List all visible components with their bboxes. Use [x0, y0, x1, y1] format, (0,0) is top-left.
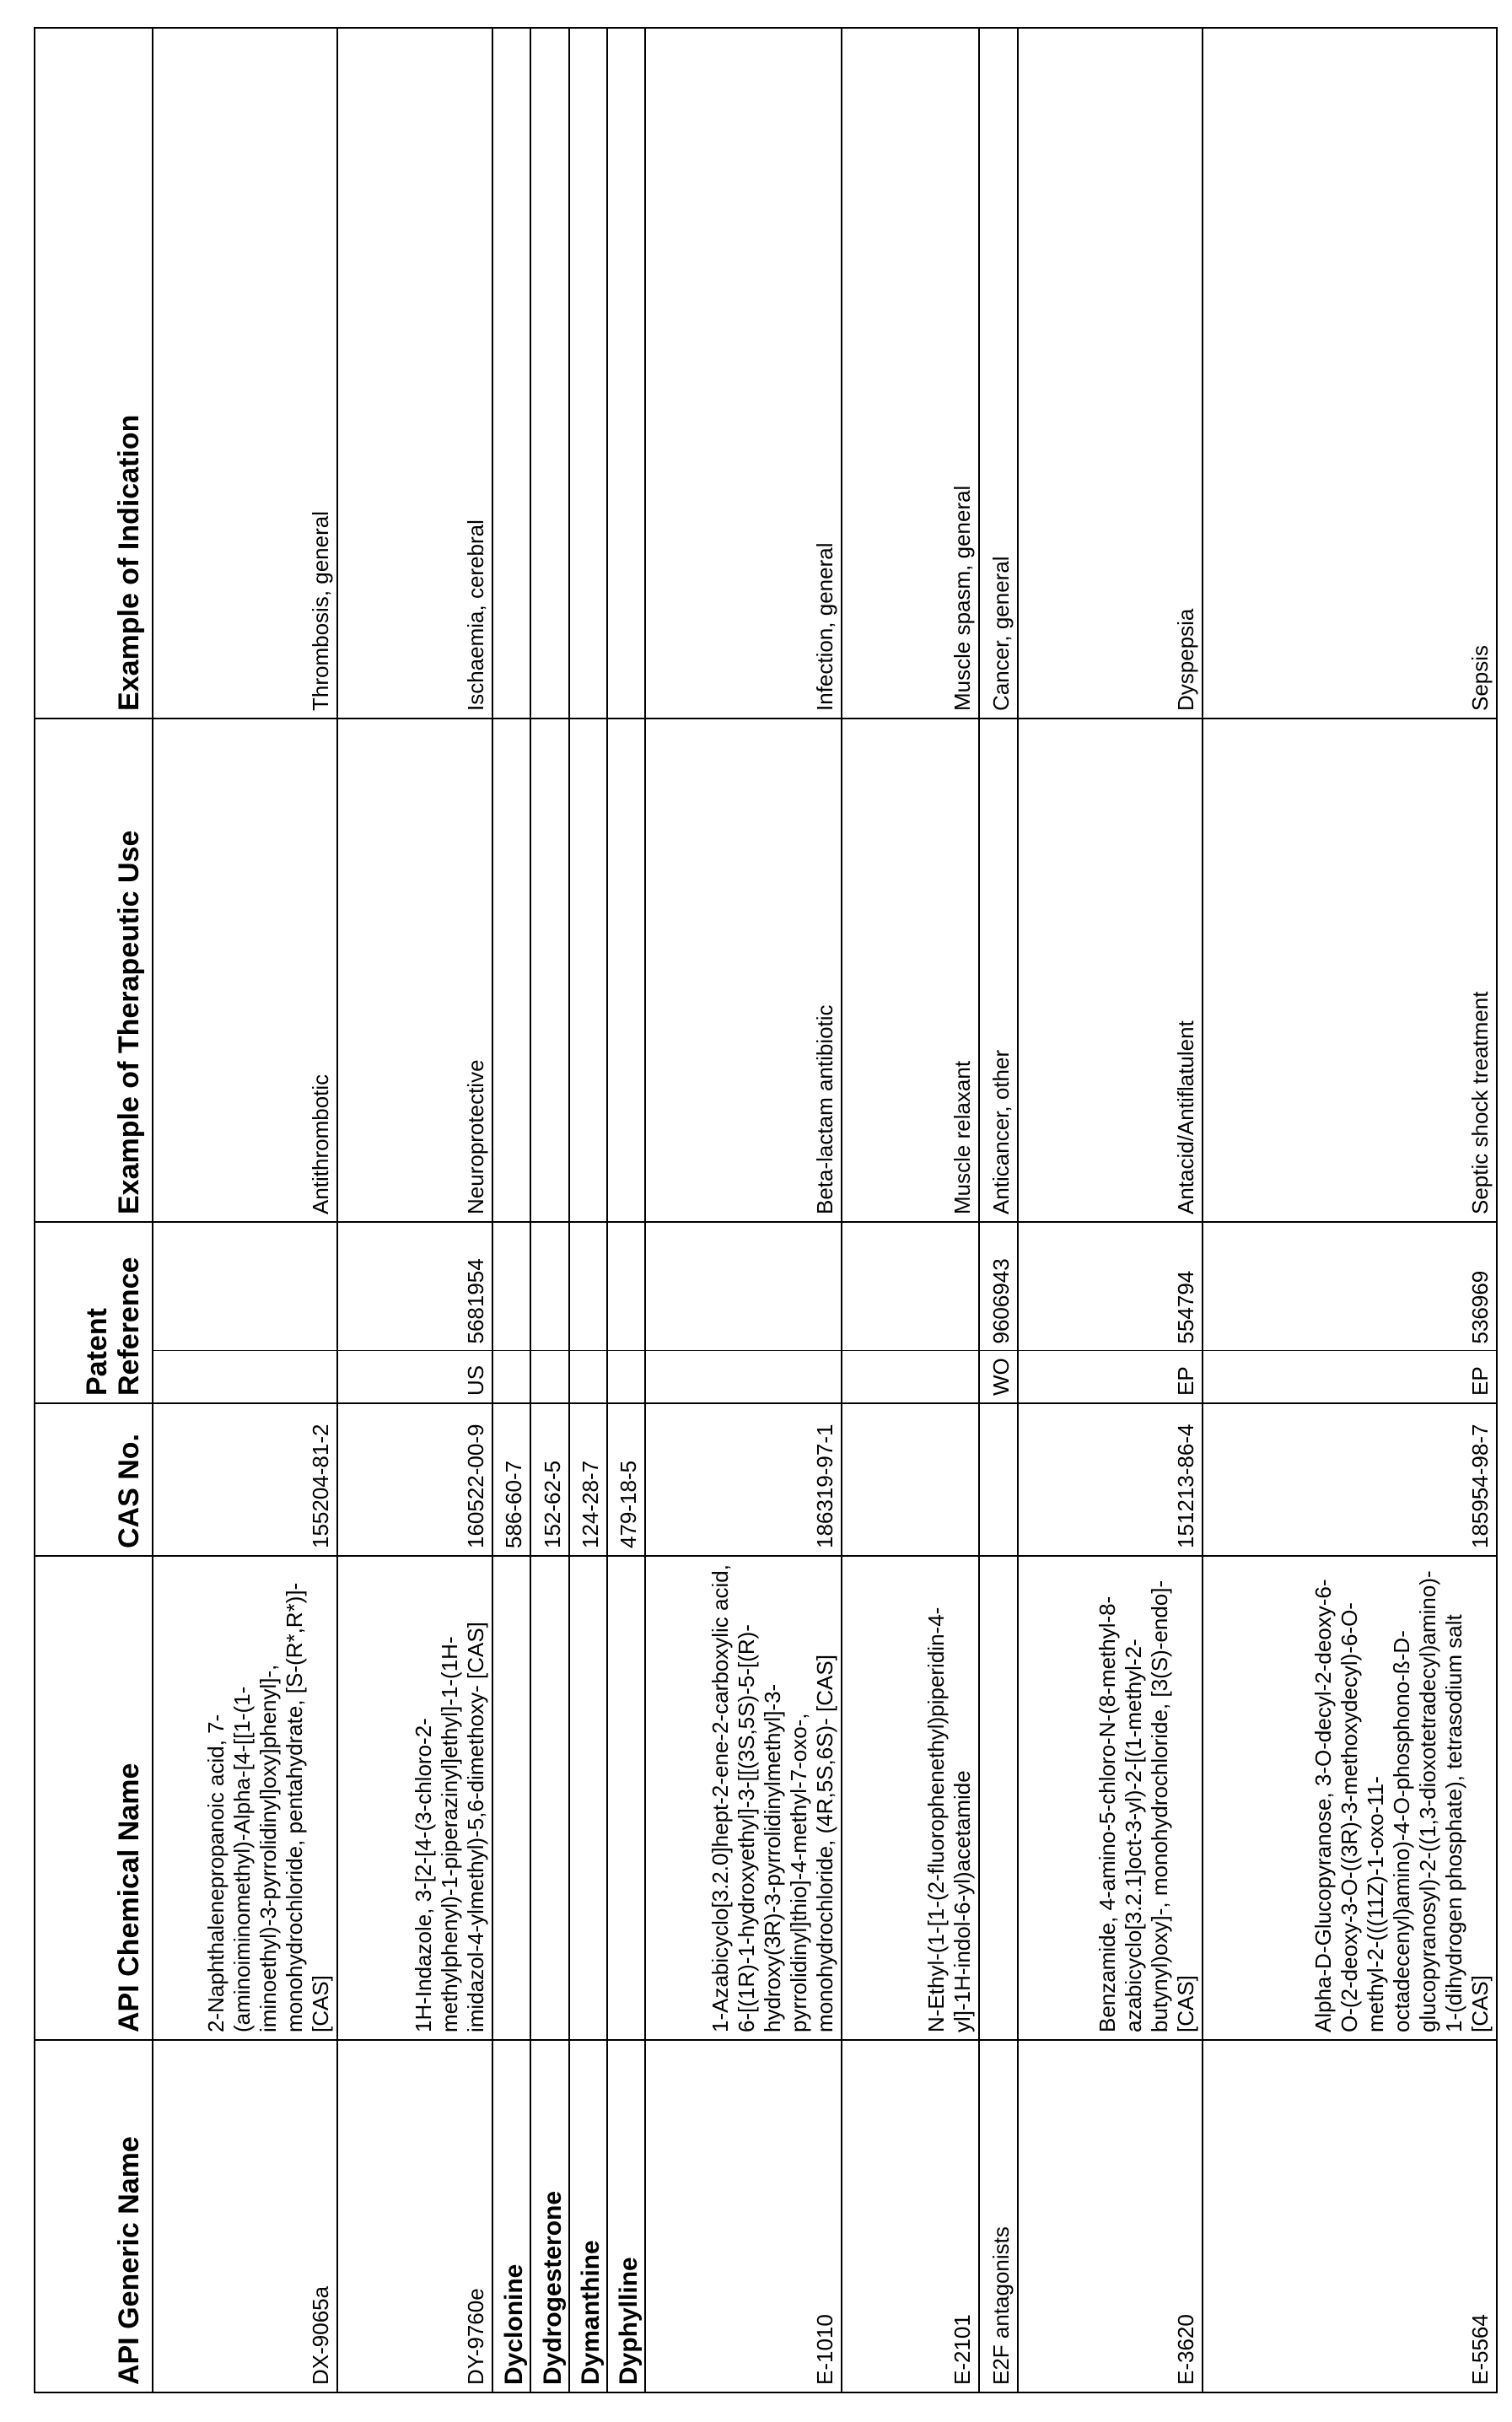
cell-generic-name: E-3620: [1018, 2040, 1203, 2392]
cell-therapeutic-use: Beta-lactam antibiotic: [645, 719, 842, 1222]
cell-cas-no: 155204-81-2: [153, 1403, 337, 1556]
cell-patent-number: [153, 1222, 337, 1351]
cell-patent-type: [569, 1351, 607, 1403]
cell-patent-number: [492, 1222, 530, 1351]
cell-chemical-name: 2-Naphthalenepropanoic acid, 7-(aminoiminomethyl)-Alpha-[4-[[1-(1-iminoethyl)-3-pyrrolidinyl]oxy]phenyl]-, monohydrochloride, pentahydrate, [S-(R*,R*)]- [CAS]: [153, 1556, 337, 2040]
cell-indication: [530, 28, 568, 719]
cell-therapeutic-use: Muscle relaxant: [842, 719, 979, 1222]
cell-indication: [607, 28, 645, 719]
cell-cas-no: 152-62-5: [530, 1403, 568, 1556]
header-chemical-name: API Chemical Name: [35, 1556, 153, 2040]
header-indication: Example of Indication: [35, 28, 153, 719]
table-row: [1203, 28, 1497, 2392]
cell-patent-number: [842, 1222, 979, 1351]
header-patent-reference: Patent Reference: [35, 1222, 153, 1403]
cell-generic-name: Dyclonine: [492, 2040, 530, 2392]
cell-patent-type: WO: [979, 1351, 1017, 1403]
cell-patent-number: 5681954: [337, 1222, 492, 1351]
table-row: [337, 28, 492, 2392]
cell-patent-type: [153, 1351, 337, 1403]
cell-cas-no: 124-28-7: [569, 1403, 607, 1556]
cell-indication: Thrombosis, general: [153, 28, 337, 719]
cell-therapeutic-use: [492, 719, 530, 1222]
cell-generic-name: Dydrogesterone: [530, 2040, 568, 2392]
cell-chemical-name: 1H-Indazole, 3-[2-[4-(3-chloro-2-methylphenyl)-1-piperazinyl]ethyl]-1-(1H-imidazol-4-ylmethyl)-5,6-dimethoxy- [CAS]: [337, 1556, 492, 2040]
cell-patent-type: [645, 1351, 842, 1403]
header-cas-no: CAS No.: [35, 1403, 153, 1556]
cell-generic-name: E-2101: [842, 2040, 979, 2392]
table-row: [569, 28, 607, 2392]
cell-generic-name: DX-9065a: [153, 2040, 337, 2392]
cell-generic-name: E-5564: [1203, 2040, 1497, 2392]
header-therapeutic-use: Example of Therapeutic Use: [35, 719, 153, 1222]
table-row: [607, 28, 645, 2392]
table-row: [153, 28, 337, 2392]
cell-therapeutic-use: Anticancer, other: [979, 719, 1017, 1222]
cell-patent-number: [645, 1222, 842, 1351]
cell-indication: Muscle spasm, general: [842, 28, 979, 719]
cell-cas-no: [979, 1403, 1017, 1556]
cell-cas-no: 160522-00-9: [337, 1403, 492, 1556]
cell-patent-type: EP: [1018, 1351, 1203, 1403]
cell-chemical-name: [607, 1556, 645, 2040]
cell-patent-type: [842, 1351, 979, 1403]
cell-indication: Cancer, general: [979, 28, 1017, 719]
cell-chemical-name: [569, 1556, 607, 2040]
cell-generic-name: Dyphylline: [607, 2040, 645, 2392]
table-row: [645, 28, 842, 2392]
cell-patent-number: 554794: [1018, 1222, 1203, 1351]
cell-cas-no: 586-60-7: [492, 1403, 530, 1556]
cell-cas-no: 479-18-5: [607, 1403, 645, 1556]
header-row: [35, 28, 153, 2392]
cell-therapeutic-use: Septic shock treatment: [1203, 719, 1497, 1222]
table-row: [979, 28, 1017, 2392]
table-row: [492, 28, 530, 2392]
cell-chemical-name: [979, 1556, 1017, 2040]
cell-indication: [492, 28, 530, 719]
cell-chemical-name: [492, 1556, 530, 2040]
table-body: [153, 28, 1497, 2392]
cell-chemical-name: Benzamide, 4-amino-5-chloro-N-(8-methyl-8-azabicyclo[3.2.1]oct-3-yl)-2-[(1-methyl-2-butynyl)oxy]-, monohydrochloride, [3(S)-endo]- [CAS]: [1018, 1556, 1203, 2040]
cell-patent-number: [607, 1222, 645, 1351]
table-row: [530, 28, 568, 2392]
cell-cas-no: 151213-86-4: [1018, 1403, 1203, 1556]
cell-patent-type: [530, 1351, 568, 1403]
cell-generic-name: Dymanthine: [569, 2040, 607, 2392]
cell-indication: Sepsis: [1203, 28, 1497, 719]
cell-patent-type: [492, 1351, 530, 1403]
cell-generic-name: DY-9760e: [337, 2040, 492, 2392]
cell-chemical-name: N-Ethyl-(1-[1-(2-fluorophenethyl)piperidin-4-yl]-1H-indol-6-yl)acetamide: [842, 1556, 979, 2040]
cell-patent-number: 536969: [1203, 1222, 1497, 1351]
header-generic-name: API Generic Name: [35, 2040, 153, 2392]
rotated-table-container: [34, 29, 1498, 2393]
cell-cas-no: [842, 1403, 979, 1556]
cell-therapeutic-use: Antacid/Antiflatulent: [1018, 719, 1203, 1222]
cell-patent-number: [569, 1222, 607, 1351]
cell-chemical-name: Alpha-D-Glucopyranose, 3-O-decyl-2-deoxy-6-O-(2-deoxy-3-O-((3R)-3-methoxydecyl)-6-O-methyl-2-(((11Z)-1-oxo-11-octadecenyl)amino)-4-O-phosphono-ß-D-glucopyranosyl)-2-((1,3-dioxotetradecyl)amino)- 1-(dihydrogen phosphate), tetrasodium salt [CAS]: [1203, 1556, 1497, 2040]
cell-patent-type: EP: [1203, 1351, 1497, 1403]
cell-indication: [569, 28, 607, 719]
cell-indication: Dyspepsia: [1018, 28, 1203, 719]
cell-cas-no: 185954-98-7: [1203, 1403, 1497, 1556]
cell-indication: Ischaemia, cerebral: [337, 28, 492, 719]
cell-therapeutic-use: [530, 719, 568, 1222]
cell-patent-type: [607, 1351, 645, 1403]
cell-therapeutic-use: Antithrombotic: [153, 719, 337, 1222]
table-row: [1018, 28, 1203, 2392]
cell-chemical-name: [530, 1556, 568, 2040]
cell-patent-number: [530, 1222, 568, 1351]
cell-therapeutic-use: Neuroprotective: [337, 719, 492, 1222]
cell-indication: Infection, general: [645, 28, 842, 719]
cell-generic-name: E-1010: [645, 2040, 842, 2392]
table-row: [842, 28, 979, 2392]
cell-generic-name: E2F antagonists: [979, 2040, 1017, 2392]
cell-therapeutic-use: [607, 719, 645, 1222]
cell-patent-number: 9606943: [979, 1222, 1017, 1351]
cell-therapeutic-use: [569, 719, 607, 1222]
cell-patent-type: US: [337, 1351, 492, 1403]
cell-chemical-name: 1-Azabicyclo[3.2.0]hept-2-ene-2-carboxylic acid, 6-[(1R)-1-hydroxyethyl]-3-[[(3S,5S)-5-[(R)-hydroxy(3R)-3-pyrrolidinylmethyl]-3-pyrrolidinyl]thio]-4-methyl-7-oxo-, monohydrochloride, (4R,5S,6S)- [CAS]: [645, 1556, 842, 2040]
api-table: [34, 27, 1498, 2393]
cell-cas-no: 186319-97-1: [645, 1403, 842, 1556]
